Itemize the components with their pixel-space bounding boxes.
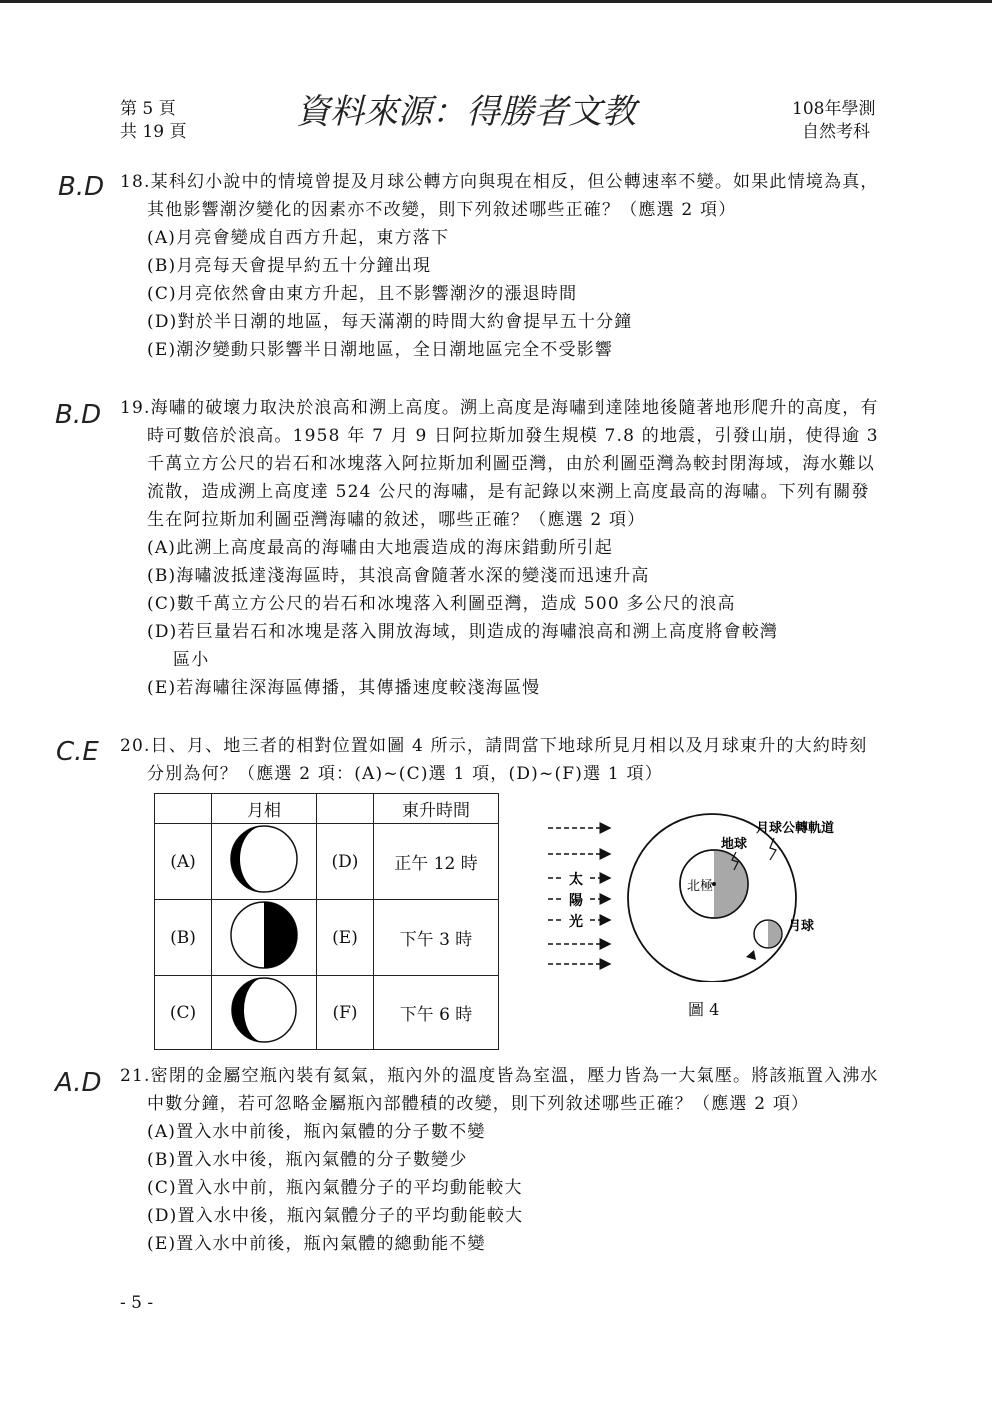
question-stem: 18.某科幻小說中的情境曾提及月球公轉方向與現在相反，但公轉速率不變。如果此情境為真，其他影響潮汐變化的因素亦不改變，則下列敘述哪些正確？（應選 2 項） <box>120 172 879 220</box>
option-b: (B)置入水中後，瓶內氣體的分子數變少 <box>147 1150 468 1170</box>
option-c: (C)月亮依然會由東方升起，且不影響潮汐的漲退時間 <box>147 284 578 304</box>
rise-time: 下午 6 時 <box>374 976 499 1050</box>
exam-title: 108年學測 <box>792 99 876 119</box>
option-e: (E)潮汐變動只影響半日潮地區，全日潮地區完全不受影響 <box>147 340 614 360</box>
time-option-label: (F) <box>317 976 374 1050</box>
question-stem: 19.海嘯的破壞力取決於浪高和溯上高度。溯上高度是海嘯到達陸地後隨著地形爬升的高度，有時可數倍於浪高。1958 年 7 月 9 日阿拉斯加發生規模 7.8 的地震，引發山崩，使得逾 3 千萬立方公尺的岩石和冰塊落入阿拉斯加利圖亞灣，由於利圖亞灣為較封閉海域，海水難以流散，造成溯上高度達 524 公尺的海嘯，是有記錄以來溯上高度最高的海嘯。下列有關發生在阿拉斯加利圖亞灣海嘯的敘述，哪些正確？（應選 2 項） <box>120 398 879 530</box>
subject-label: 自然考科 <box>802 122 870 142</box>
page-number: - 5 - <box>120 1293 154 1313</box>
time-header: 東升時間 <box>374 794 499 824</box>
answer-mark-q18: B.D <box>58 172 105 202</box>
earth-label: 地球 <box>720 837 748 852</box>
question-18 <box>120 168 880 364</box>
option-b: (B)海嘯波抵達淺海區時，其浪高會隨著水深的變淺而迅速升高 <box>147 566 650 586</box>
answer-mark-q19: B.D <box>55 400 102 430</box>
table-row <box>155 976 499 1050</box>
option-d: (D)對於半日潮的地區，每天滿潮的時間大約會提早五十分鐘 <box>147 312 633 332</box>
moon-night-side <box>768 920 782 948</box>
phase-option-label: (A) <box>155 824 212 900</box>
total-pages-label: 共 19 頁 <box>120 122 187 142</box>
last-quarter-moon-icon <box>229 900 299 970</box>
page-label: 第 5 頁 <box>120 99 176 119</box>
table-corner-cell <box>155 794 212 824</box>
option-d-continued: 區小 <box>173 650 210 670</box>
rise-time: 下午 3 時 <box>374 900 499 976</box>
question-19 <box>120 394 880 702</box>
table-row <box>155 900 499 976</box>
option-d: (D)若巨量岩石和冰塊是落入開放海域，則造成的海嘯浪高和溯上高度將會較灣 <box>147 622 779 642</box>
waxing-crescent-moon-icon <box>229 976 299 1044</box>
time-option-label: (E) <box>317 900 374 976</box>
figure-caption: 圖 4 <box>688 1000 720 1019</box>
option-a: (A)月亮會變成自西方升起，東方落下 <box>147 228 450 248</box>
table-row <box>155 824 499 900</box>
option-b: (B)月亮每天會提早約五十分鐘出現 <box>147 256 432 276</box>
option-c: (C)數千萬立方公尺的岩石和冰塊落入利圖亞灣，造成 500 多公尺的浪高 <box>147 594 736 614</box>
table-corner-cell <box>317 794 374 824</box>
sunlight-char: 陽 <box>569 893 583 909</box>
moon-phase-table <box>154 793 499 1050</box>
question-stem: 21.密閉的金屬空瓶內裝有氦氣，瓶內外的溫度皆為室溫，壓力皆為一大氣壓。將該瓶置入沸水中數分鐘，若可忽略金屬瓶內部體積的改變，則下列敘述哪些正確？（應選 2 項） <box>120 1066 879 1114</box>
option-e: (E)置入水中前後，瓶內氣體的總動能不變 <box>147 1234 486 1254</box>
north-pole-label: 北極 <box>686 879 714 894</box>
phase-header: 月相 <box>212 794 317 824</box>
option-e: (E)若海嘯往深海區傳播，其傳播速度較淺海區慢 <box>147 678 541 698</box>
orbit-label: 月球公轉軌道 <box>756 821 835 836</box>
question-21 <box>120 1062 880 1258</box>
option-a: (A)此溯上高度最高的海嘯由大地震造成的海床錯動所引起 <box>147 538 613 558</box>
question-20 <box>120 732 880 788</box>
page-top-border <box>0 0 992 3</box>
figure-4-diagram <box>540 812 870 982</box>
answer-mark-q21: A.D <box>55 1068 102 1098</box>
rise-time: 正午 12 時 <box>374 824 499 900</box>
question-stem: 20.日、月、地三者的相對位置如圖 4 所示，請問當下地球所見月相以及月球東升的大約時刻分別為何？（應選 2 項：(A)~(C)選 1 項，(D)~(F)選 1 項） <box>120 736 868 784</box>
option-d: (D)置入水中後，瓶內氣體分子的平均動能較大 <box>147 1206 524 1226</box>
answer-mark-q20: C.E <box>56 737 99 767</box>
earth-night-side <box>714 850 748 918</box>
orbit-direction-arrow <box>746 950 756 960</box>
sunlight-char: 光 <box>569 914 583 930</box>
source-note-handwritten: 資料來源：得勝者文教 <box>296 92 636 132</box>
time-option-label: (D) <box>317 824 374 900</box>
waning-crescent-moon-icon <box>229 824 299 894</box>
option-a: (A)置入水中前後，瓶內氣體的分子數不變 <box>147 1122 486 1142</box>
sunlight-char: 太 <box>569 872 583 888</box>
moon-label: 月球 <box>788 919 815 934</box>
phase-option-label: (C) <box>155 976 212 1050</box>
phase-option-label: (B) <box>155 900 212 976</box>
option-c: (C)置入水中前，瓶內氣體分子的平均動能較大 <box>147 1178 523 1198</box>
